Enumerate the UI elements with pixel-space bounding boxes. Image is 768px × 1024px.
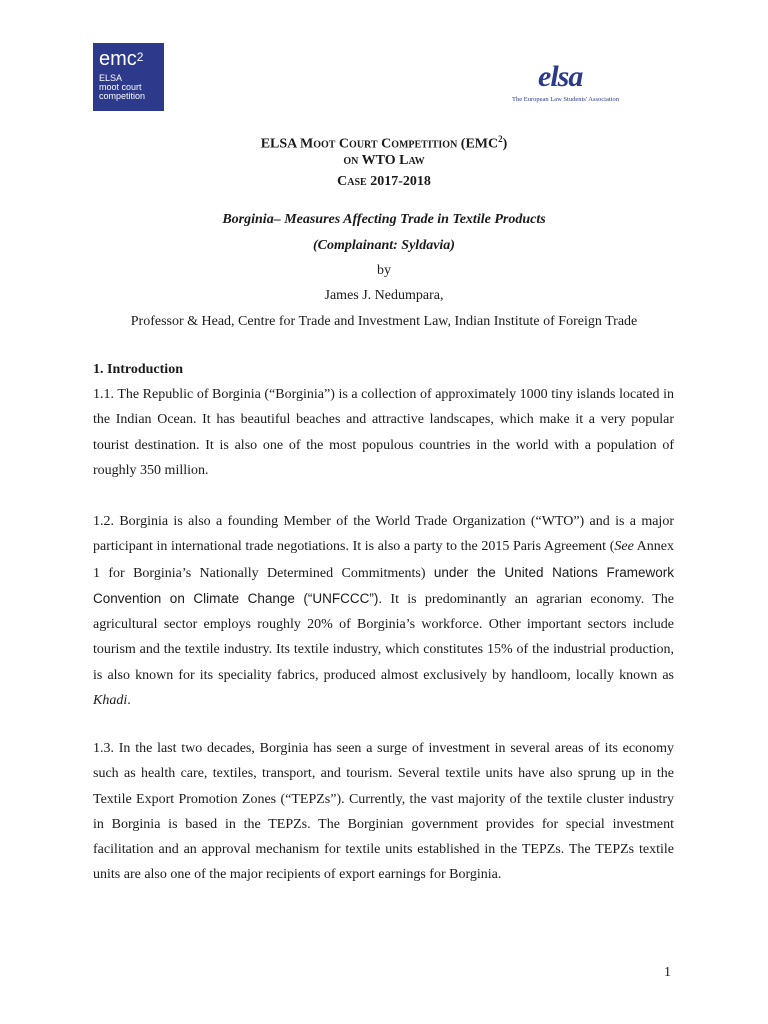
competition-title-line2: on WTO Law [343, 153, 425, 168]
competition-title-line3: Case 2017-2018 [337, 174, 431, 189]
section-heading: 1. Introduction [93, 362, 183, 377]
elsa-logo-tagline: The European Law Students' Association [512, 96, 619, 103]
paragraph-1-3: 1.3. In the last two decades, Borginia has seen a surge of investment in several areas of its economy such as health care, textiles, transport, and tourism. Several textile units have also sprung up in the Textile Export Promotion Zones (“TEPZs”). Currently, the vast majority of the textile cluster industry in Borginia is based in the TEPZs. The Borginian government provides for special investment facilitation and an approval mechanism for textile units established in the TEPZs. The TEPZs textile units are also one of the major recipients of export earnings for Borginia. [93, 741, 674, 883]
emc2-logo [93, 43, 164, 111]
case-title: Borginia– Measures Affecting Trade in Textile Products [222, 212, 546, 227]
complainant: (Complainant: Syldavia) [313, 238, 455, 253]
author-affiliation: Professor & Head, Centre for Trade and Investment Law, Indian Institute of Foreign Trade [130, 314, 638, 329]
elsa-logo-wordmark: elsa [538, 60, 583, 93]
author-name: James J. Nedumpara, [324, 288, 444, 303]
page-number: 1 [664, 965, 671, 980]
paragraph-1-1: 1.1. The Republic of Borginia (“Borginia”) is a collection of approximately 1000 tiny islands located in the Indian Ocean. It has beautiful beaches and attractive landscapes, which make it a very popular tourist destination. It is also one of the most populous countries in the world with a population of roughly 350 million. [93, 387, 674, 478]
emc2-logo-subtext: ELSA moot court competition [99, 73, 146, 101]
emc2-logo-wordmark: emc$^2$ [99, 48, 144, 70]
elsa-logo [510, 62, 635, 110]
paragraph-1-2: 1.2. Borginia is also a founding Member of the World Trade Organization (“WTO”) and is a major participant in international trade negotiations. It is also a party to the 2015 Paris Agreement (See Annex 1 for Borginia’s Nationally Determined Commitments) under the United Nations Framework Convention on Climate Change (“UNFCCC”). It is predominantly an agrarian economy. The agricultural sector employs roughly 20% of Borginia’s workforce. Other important sectors include tourism and the textile industry. Its textile industry, which constitutes 15% of the industrial production, is also known for its speciality fabrics, produced almost exclusively by handloom, locally known as Khadi. [93, 514, 674, 709]
by-line: by [377, 263, 391, 278]
competition-title-line1: ELSA Moot Court Competition (EMC$^2$) [260, 134, 508, 152]
